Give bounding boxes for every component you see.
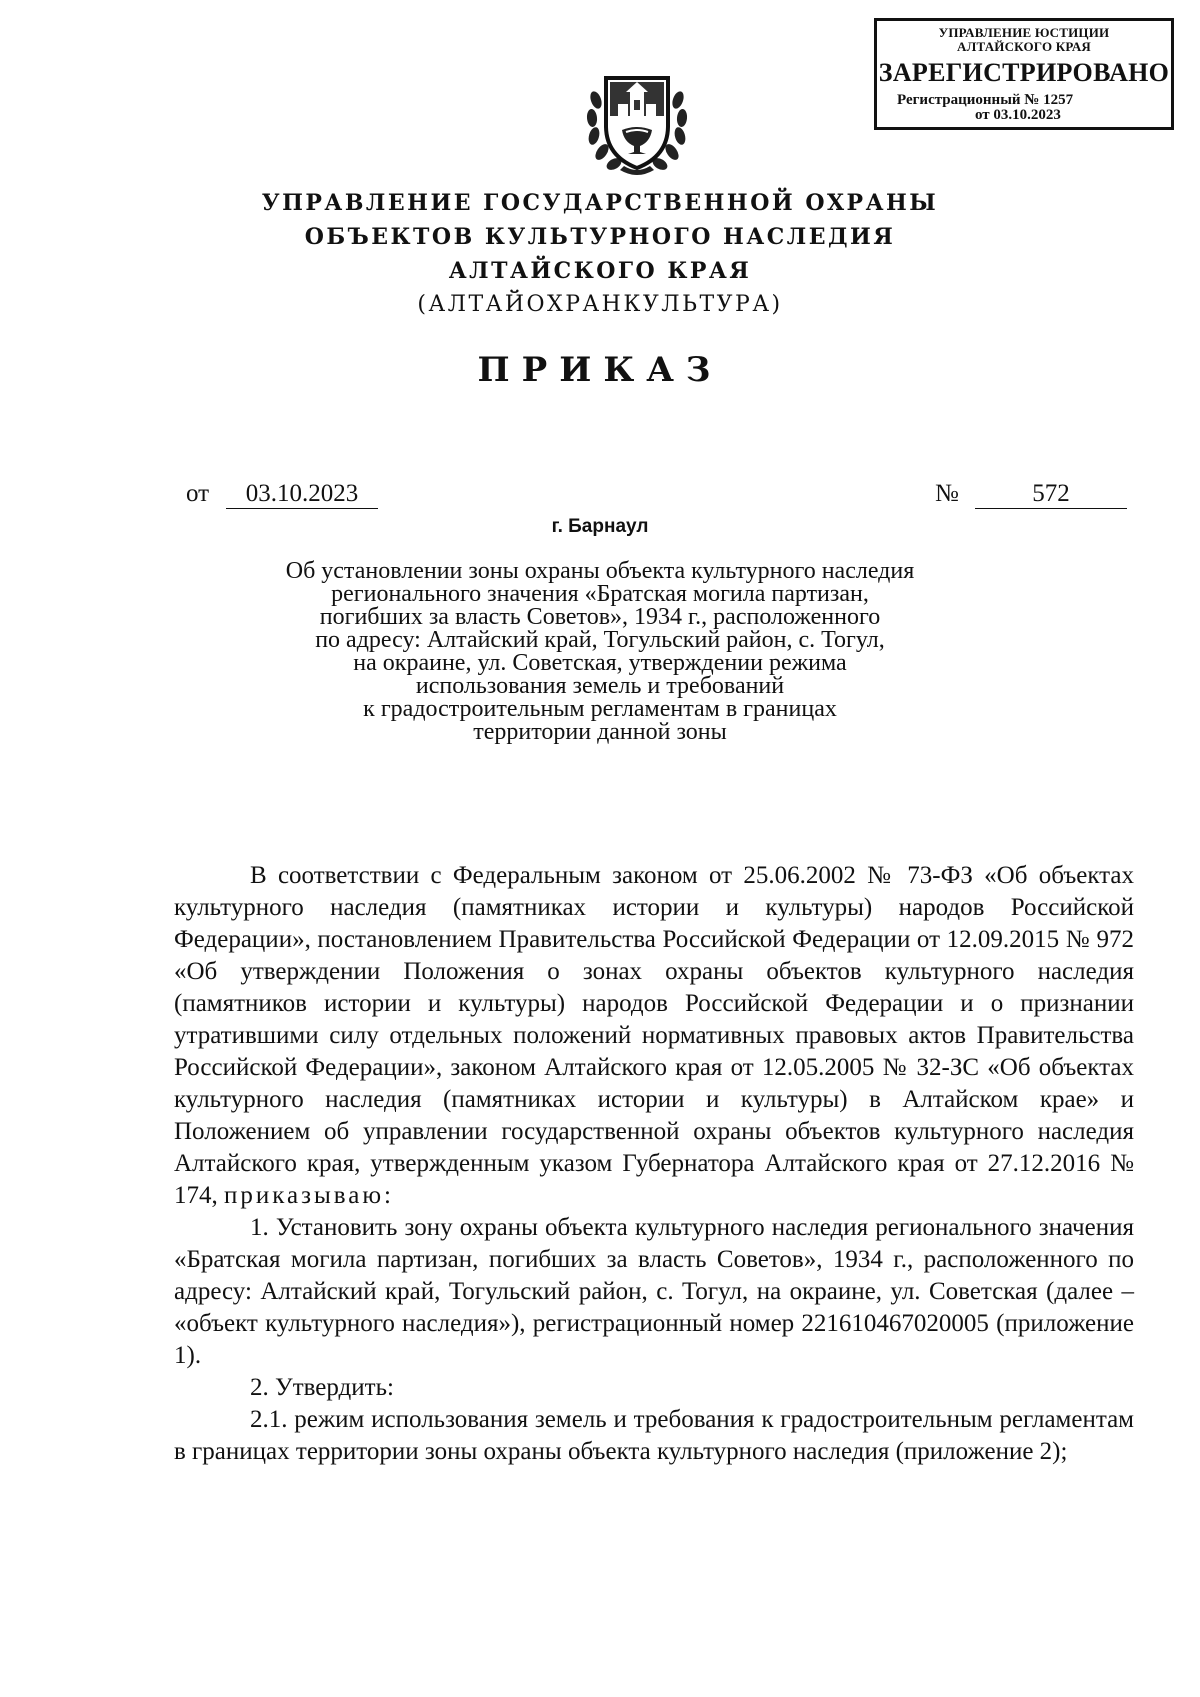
stamp-org-line2: АЛТАЙСКОГО КРАЯ [957,38,1091,54]
subject-line: использования земель и требований [415,673,785,699]
order-body [174,860,1134,1468]
item-2-1-paragraph: 2.1. режим использования земель и требования к градостроительным регламентам в границах территории зоны охраны объекта культурного наследия (приложение 2); [174,1406,1134,1465]
order-word: приказываю: [224,1182,394,1209]
coat-of-arms-icon [582,60,692,180]
date-label: от [186,480,210,507]
preamble-text: В соответствии с Федеральным законом от 25.06.2002 № 73-ФЗ «Об объектах культурного наследия (памятниках истории и культуры) народов Российской Федерации», постановлением Правительства Российской Федерации от 12.09.2015 № 972 «Об утверждении Положения о зонах охраны объектов культурного наследия (памятников истории и культуры) народов Российской Федерации и о признании утратившими силу отдельных положений нормативных правовых актов Правительства Российской Федерации», законом Алтайского края от 12.05.2005 № 32-ЗС «Об объектах культурного наследия (памятниках истории и культуры) в Алтайском крае» и Положением об управлении государственной охраны объектов культурного наследия Алтайского края, утвержденным указом Губернатора Алтайского края от 27.12.2016 № 174, [174,862,1134,1209]
document-type-title: ПРИКАЗ [477,350,723,390]
order-date: 03.10.2023 [226,480,378,509]
subject-line: регионального значения «Братская могила партизан, [331,581,869,607]
item-2-paragraph: 2. Утвердить: [250,1374,394,1401]
number-label: № [935,480,959,507]
city: г. Барнаул [551,516,649,537]
stamp-status: ЗАРЕГИСТРИРОВАНО [878,58,1170,88]
stamp-date: от 03.10.2023 [975,107,1061,124]
agency-name-line2: ОБЪЕКТОВ КУЛЬТУРНОГО НАСЛЕДИЯ [304,224,896,250]
subject-line: к градостроительным регламентам в границах [363,696,837,722]
order-number: 572 [975,480,1127,509]
agency-short-name: (АЛТАЙОХРАНКУЛЬТУРА) [417,292,783,317]
stamp-registration-number: Регистрационный № 1257 [897,91,1074,108]
agency-name-line1: УПРАВЛЕНИЕ ГОСУДАРСТВЕННОЙ ОХРАНЫ [261,190,939,216]
order-subject [240,560,960,744]
subject-line: территории данной зоны [473,719,727,745]
subject-line: Об установлении зоны охраны объекта культурного наследия [285,558,915,584]
item-1-paragraph: 1. Установить зону охраны объекта культурного наследия регионального значения «Братская могила партизан, погибших за власть Советов», 1934 г., расположенного по адресу: Алтайский край, Тогульский район, с. Тогул, на окраине, ул. Советская (далее – «объект культурного наследия»), регистрационный номер 221610467020005 (приложение 1). [174,1214,1134,1369]
stamp-org-line1: УПРАВЛЕНИЕ ЮСТИЦИИ [938,25,1110,40]
agency-name-line3: АЛТАЙСКОГО КРАЯ [448,258,752,284]
registration-stamp [874,18,1174,130]
subject-line: на окраине, ул. Советская, утверждении режима [353,650,847,676]
preamble-paragraph [174,860,1134,1212]
subject-line: погибших за власть Советов», 1934 г., расположенного [319,604,881,630]
subject-line: по адресу: Алтайский край, Тогульский район, с. Тогул, [315,627,885,653]
